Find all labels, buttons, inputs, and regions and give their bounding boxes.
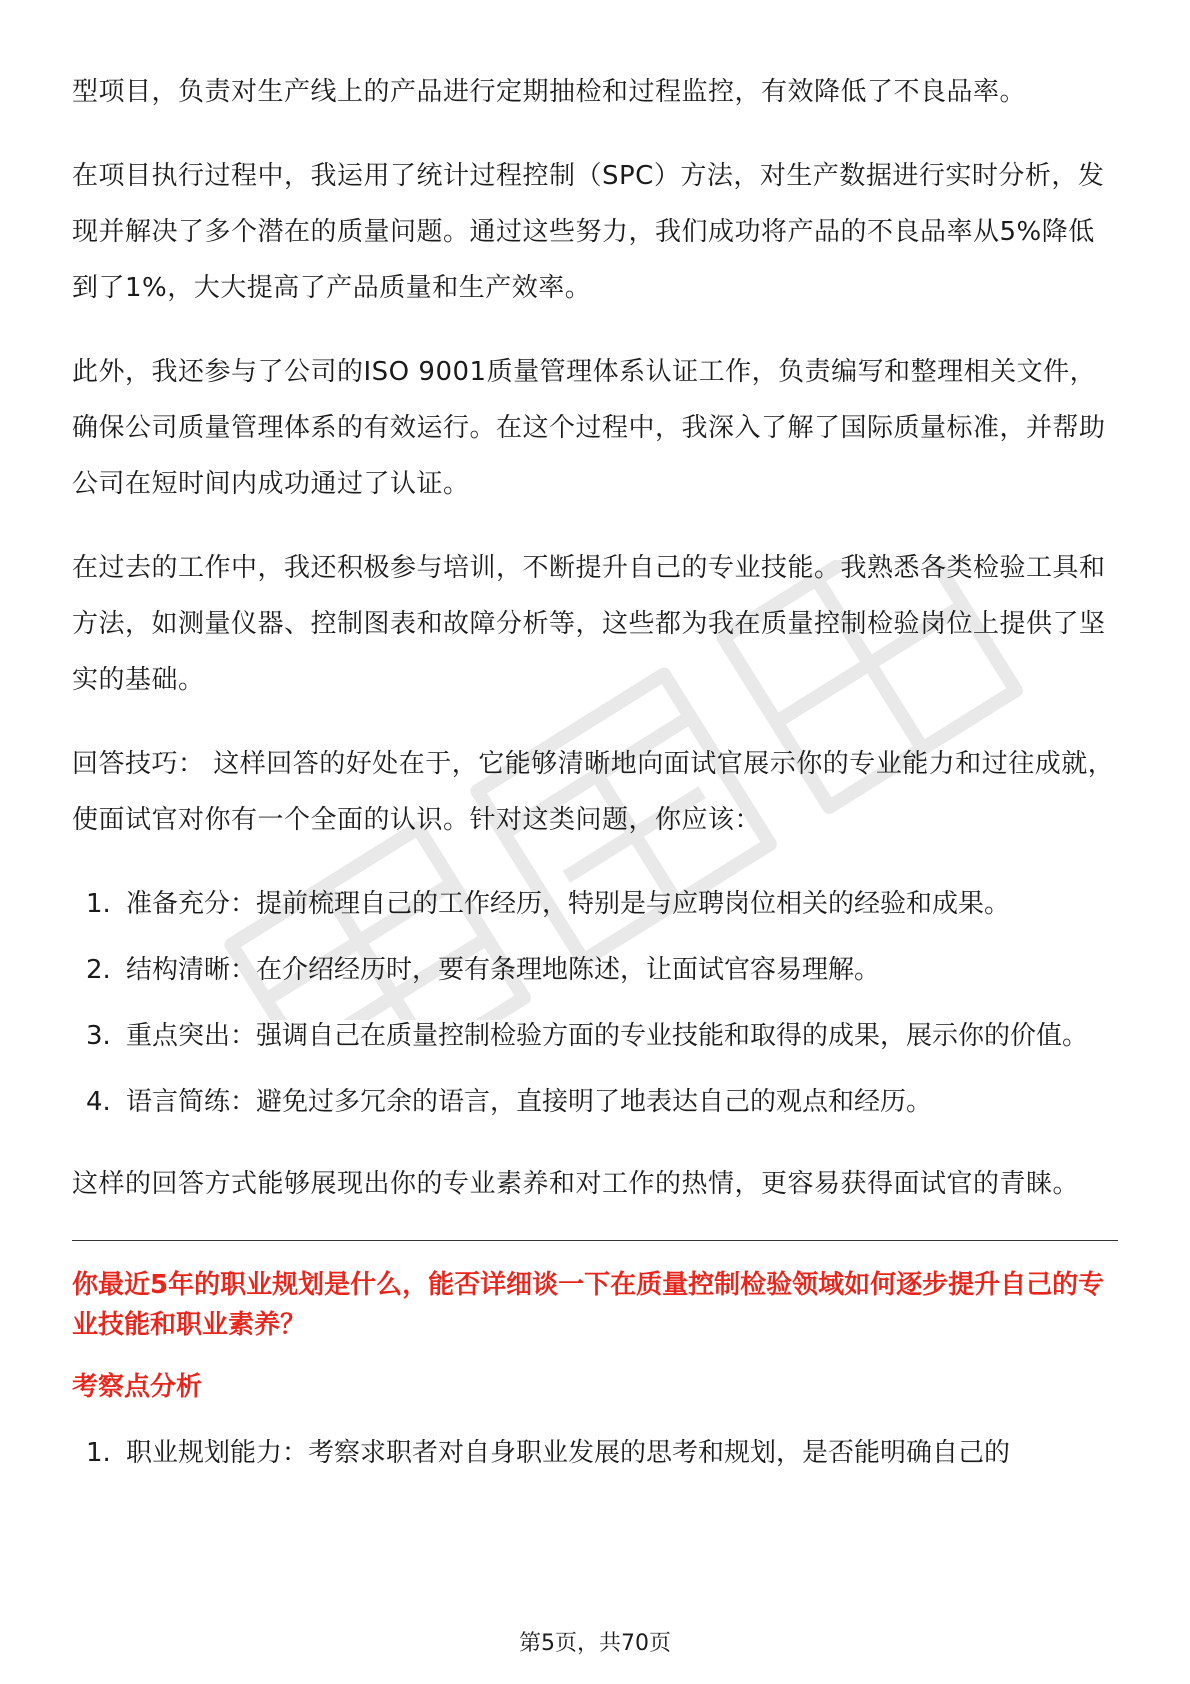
paragraph-project-intro: 型项目，负责对生产线上的产品进行定期抽检和过程监控，有效降低了不良品率。	[72, 77, 1027, 107]
tips-list	[72, 876, 1118, 1130]
main-content	[72, 64, 1118, 1507]
list-item: 1. 准备充分：提前梳理自己的工作经历，特别是与应聘岗位相关的经验和成果。	[86, 889, 1011, 919]
list-item: 4. 语言简练：避免过多冗余的语言，直接明了地表达自己的观点和经历。	[86, 1087, 933, 1117]
list-item: 1. 职业规划能力：考察求职者对自身职业发展的思考和规划，是否能明确自己的	[86, 1438, 1011, 1468]
analysis-list	[72, 1425, 1118, 1481]
paragraph-spc: 在项目执行过程中，我运用了统计过程控制（SPC）方法，对生产数据进行实时分析，发现并解决了多个潜在的质量问题。通过这些努力，我们成功将产品的不良品率从5%降低到了1%，大大提高了产品质量和生产效率。	[72, 161, 1105, 303]
paragraph-answer-tips: 回答技巧： 这样回答的好处在于，它能够清晰地向面试官展示你的专业能力和过往成就，使面试官对你有一个全面的认识。针对这类问题，你应该：	[72, 749, 1115, 835]
page-footer: 第5页，共70页	[519, 1631, 671, 1656]
interview-question: 你最近5年的职业规划是什么，能否详细谈一下在质量控制检验领域如何逐步提升自己的专业技能和职业素养？	[72, 1270, 1105, 1340]
paragraph-iso: 此外，我还参与了公司的ISO 9001质量管理体系认证工作，负责编写和整理相关文件，确保公司质量管理体系的有效运行。在这个过程中，我深入了解了国际质量标准，并帮助公司在短时间内成功通过了认证。	[72, 357, 1106, 499]
paragraph-training: 在过去的工作中，我还积极参与培训，不断提升自己的专业技能。我熟悉各类检验工具和方法，如测量仪器、控制图表和故障分析等，这些都为我在质量控制检验岗位上提供了坚实的基础。	[72, 553, 1106, 695]
section-divider	[72, 1240, 1118, 1241]
list-item: 2. 结构清晰：在介绍经历时，要有条理地陈述，让面试官容易理解。	[86, 955, 881, 985]
paragraph-closing: 这样的回答方式能够展现出你的专业素养和对工作的热情，更容易获得面试官的青睐。	[72, 1169, 1080, 1199]
list-item: 3. 重点突出：强调自己在质量控制检验方面的专业技能和取得的成果，展示你的价值。	[86, 1021, 1089, 1051]
analysis-title: 考察点分析	[72, 1372, 203, 1402]
